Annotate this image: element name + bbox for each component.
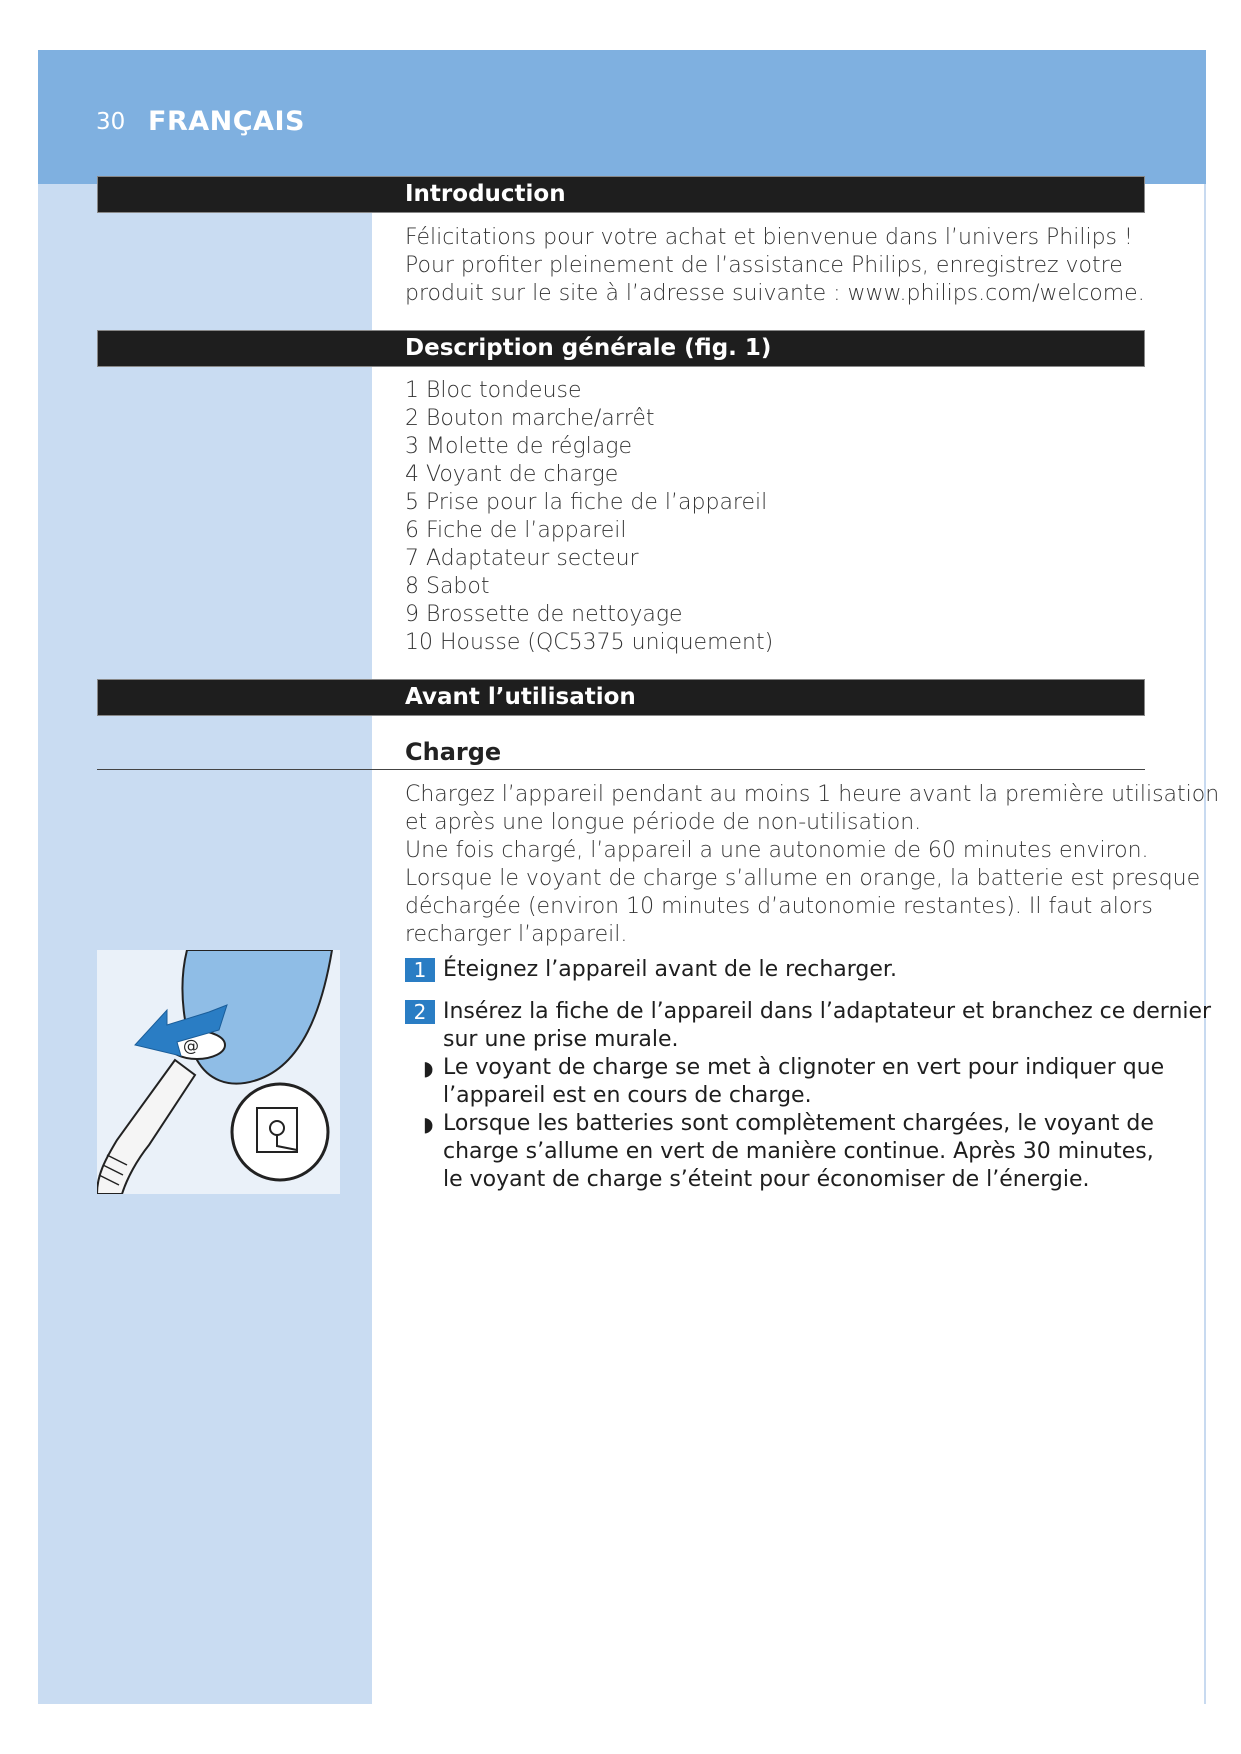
step-1	[405, 956, 1211, 984]
step-line: Insérez la fiche de l’appareil dans l’adaptateur et branchez ce dernier	[443, 999, 1212, 1024]
section-title-avant: Avant l’utilisation	[405, 684, 636, 710]
section-title-introduction: Introduction	[405, 181, 566, 207]
charge-text	[405, 781, 1219, 949]
step-line: Éteignez l’appareil avant de le recharger.	[443, 957, 897, 982]
list-item: 7 Adaptateur secteur	[405, 546, 639, 571]
charging-illustration	[97, 950, 340, 1194]
list-item: 3 Molette de réglage	[405, 434, 632, 459]
intro-line: Pour profiter pleinement de l’assistance Philips, enregistrez votre	[405, 253, 1123, 278]
shaver-plug-icon	[97, 950, 340, 1194]
bullet-line: l’appareil est en cours de charge.	[443, 1083, 812, 1108]
step-number-badge: 2	[405, 1000, 435, 1024]
bullet-line: le voyant de charge s’éteint pour économiser de l’énergie.	[443, 1167, 1090, 1192]
page-number: 30	[96, 109, 126, 135]
intro-line: Félicitations pour votre achat et bienvenue dans l’univers Philips !	[405, 225, 1133, 250]
list-item: 8 Sabot	[405, 574, 490, 599]
step-2	[405, 998, 1211, 1054]
language-title: FRANÇAIS	[148, 106, 305, 137]
subtitle-rule	[97, 769, 1145, 770]
list-item: 6 Fiche de l’appareil	[405, 518, 627, 543]
list-item: 10 Housse (QC5375 uniquement)	[405, 630, 774, 655]
step-line: sur une prise murale.	[443, 1027, 679, 1052]
steps-list	[405, 956, 1211, 1194]
bullet-line: Le voyant de charge se met à clignoter en vert pour indiquer que	[443, 1055, 1165, 1080]
bullet-line: Lorsque les batteries sont complètement chargées, le voyant de	[443, 1111, 1154, 1136]
charge-line: Une fois chargé, l’appareil a une autonomie de 60 minutes environ.	[405, 838, 1149, 863]
step-number-badge: 1	[405, 958, 435, 982]
charge-line: Chargez l’appareil pendant au moins 1 heure avant la première utilisation	[405, 782, 1220, 807]
charge-line: déchargée (environ 10 minutes d’autonomie restantes). Il faut alors	[405, 894, 1153, 919]
svg-text:@: @	[183, 1036, 199, 1055]
charge-line: Lorsque le voyant de charge s’allume en orange, la batterie est presque	[405, 866, 1201, 891]
charge-line: et après une longue période de non-utilisation.	[405, 810, 922, 835]
bullet-line: charge s’allume en vert de manière continue. Après 30 minutes,	[443, 1139, 1154, 1164]
charge-line: recharger l’appareil.	[405, 922, 628, 947]
list-item: 4 Voyant de charge	[405, 462, 619, 487]
list-item: 2 Bouton marche/arrêt	[405, 406, 655, 431]
subtitle-charge: Charge	[405, 738, 502, 766]
result-bullet	[405, 1110, 1211, 1194]
bullet-arrow-icon: ◗	[423, 1112, 434, 1136]
bullet-arrow-icon: ◗	[423, 1056, 434, 1080]
result-bullet	[405, 1054, 1211, 1110]
list-item: 9 Brossette de nettoyage	[405, 602, 683, 627]
introduction-text	[405, 224, 1145, 308]
sidebar-band	[38, 184, 372, 1704]
section-bar-introduction	[97, 176, 1145, 213]
list-item: 5 Prise pour la fiche de l’appareil	[405, 490, 768, 515]
parts-list	[405, 377, 773, 657]
section-title-description: Description générale (fig. 1)	[405, 335, 772, 361]
intro-line: produit sur le site à l’adresse suivante : www.philips.com/welcome.	[405, 281, 1145, 306]
list-item: 1 Bloc tondeuse	[405, 378, 582, 403]
